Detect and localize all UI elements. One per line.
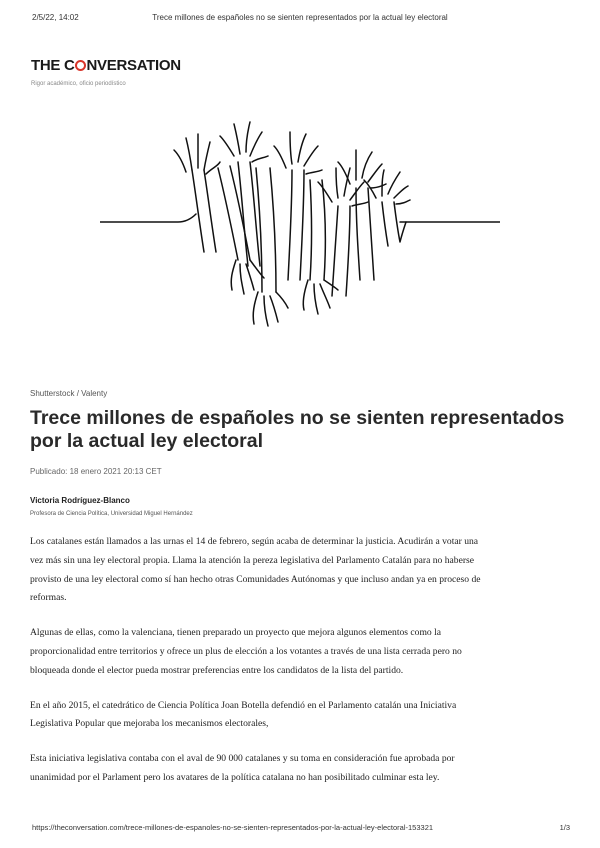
print-footer-page-number: 1/3 [559,823,570,832]
author-name[interactable]: Victoria Rodríguez-Blanco [30,496,130,505]
print-header-title: Trece millones de españoles no se sienten representados por la actual ley electoral [152,13,448,22]
paragraph: Los catalanes están llamados a las urnas el 14 de febrero, según acaba de determinar la justicia. Acudirán a votar una vez más sin una ley electoral propia. Llama la atención la pereza legislativa del Parlamento Catalán para no haberse provisto de una ley electoral como sí han hecho otras Comunidades Autónomas y que incluso andan ya en proceso de reformas. [30,536,481,604]
site-tagline: Rigor académico, oficio periodístico [31,81,126,87]
print-footer-url: https://theconversation.com/trece-millones-de-espanoles-no-se-sienten-representados-por-la-actual-ley-electoral-153321 [32,823,434,832]
article-title: Trece millones de españoles no se sienten representados por la actual ley electoral [30,407,565,452]
article-body [30,533,488,804]
paragraph: Esta iniciativa legislativa contaba con el aval de 90 000 catalanes y su toma en consideración fue aprobada por unanimidad por el Parlament pero los avatares de la política catalana no han posibilitado culminar esta ley. [30,753,455,783]
paragraph: En el año 2015, el catedrático de Ciencia Política Joan Botella defendió en el Parlamento catalán una Iniciativa Legislativa Popular que mejoraba los mecanismos electorales, [30,699,457,730]
author-role: Profesora de Ciencia Política, Universidad Miguel Hernández [30,511,193,517]
logo-text-end: NVERSATION [86,57,181,74]
print-header-datetime: 2/5/22, 14:02 [32,13,79,22]
logo-ring-icon [75,60,86,71]
site-logo[interactable] [31,57,181,74]
publish-date: Publicado: 18 enero 2021 20:13 CET [30,467,162,476]
logo-text-start: THE C [31,57,75,74]
paragraph: Algunas de ellas, como la valenciana, tienen preparado un proyecto que mejora algunos elementos como la proporcionalidad entre territorios y ofrece un plus de elección a los votantes a través de una lista cerrada pero no bloqueada donde el elector pueda mostrar preferencias entre los candidatos de la lista del partido. [30,627,462,676]
image-credit: Shutterstock / Valenty [30,389,108,398]
raised-hands-illustration [100,110,500,380]
